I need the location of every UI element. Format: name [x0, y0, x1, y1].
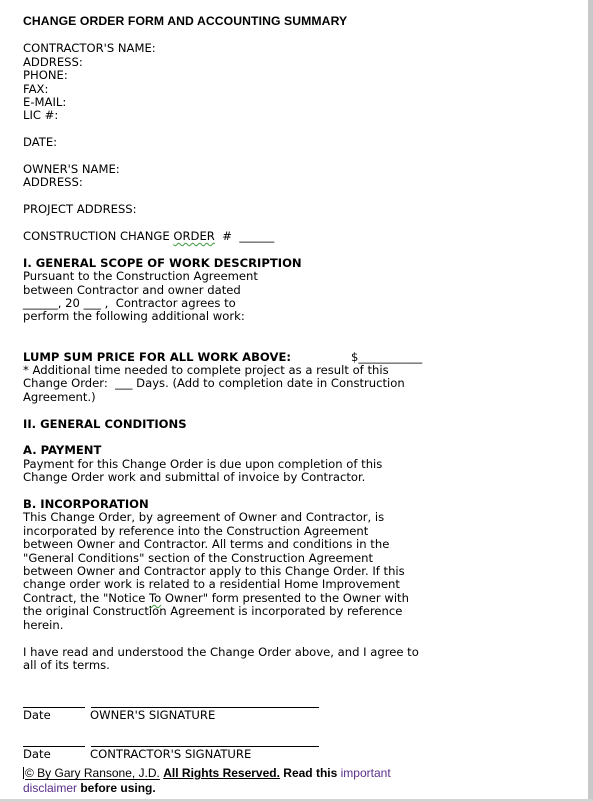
lump-sum-note-line: Change Order: ___ Days. (Add to completion date in Construction — [23, 376, 405, 391]
change-order-word: ORDER — [173, 229, 215, 244]
owner-signature-label: OWNER'S SIGNATURE — [90, 708, 216, 722]
section-2-heading: II. GENERAL CONDITIONS — [23, 416, 187, 431]
incorporation-line: "General Conditions" section of the Construction Agreement — [23, 550, 373, 565]
owner-date-label: Date — [23, 708, 51, 722]
section-1-heading: I. GENERAL SCOPE OF WORK DESCRIPTION — [23, 255, 302, 270]
contractor-signature-label: CONTRACTOR'S SIGNATURE — [90, 747, 252, 761]
project-address-label: PROJECT ADDRESS: — [23, 202, 137, 217]
change-order-prefix: CONSTRUCTION CHANGE — [23, 229, 174, 244]
contractor-email-label: E-MAIL: — [23, 95, 67, 110]
owner-name-label: OWNER'S NAME: — [23, 162, 120, 177]
acknowledgement-line: all of its terms. — [23, 657, 110, 672]
acknowledgement-line: I have read and understood the Change Order above, and I agree to — [23, 644, 419, 659]
scope-line: ______, 20 ___ , Contractor agrees to — [23, 296, 236, 311]
incorporation-line: herein. — [23, 617, 64, 632]
contractor-fax-label: FAX: — [23, 81, 49, 96]
incorporation-line: This Change Order, by agreement of Owner and Contractor, is — [23, 510, 385, 525]
contractor-date-label: Date — [23, 747, 51, 761]
contractor-name-label: CONTRACTOR'S NAME: — [23, 41, 156, 56]
scope-line: between Contractor and owner dated — [23, 282, 241, 297]
lump-sum-note-line: Agreement.) — [23, 389, 96, 404]
important-link[interactable]: important — [340, 766, 391, 780]
change-order-number-blank: # ______ — [214, 229, 275, 244]
document-title: CHANGE ORDER FORM AND ACCOUNTING SUMMARY — [23, 14, 348, 28]
contractor-lic-label: LIC #: — [23, 108, 59, 123]
incorporation-line: between Owner and Contractor. All terms and conditions in the — [23, 537, 390, 552]
contractor-signature-block — [23, 746, 323, 766]
notice-to-word: To — [149, 590, 162, 605]
copyright-text: © By Gary Ransone, J.D. — [25, 766, 160, 780]
window-edge — [588, 0, 593, 802]
payment-heading: A. PAYMENT — [23, 443, 102, 458]
incorporation-line: change order work is related to a residential Home Improvement — [23, 577, 400, 592]
lump-sum-line — [23, 351, 463, 364]
incorporation-line: incorporated by reference into the Construction Agreement — [23, 523, 369, 538]
change-order-number-line — [23, 230, 463, 243]
document-body — [23, 15, 463, 672]
rights-text: All Rights Reserved. — [163, 766, 280, 780]
before-using-text: before using. — [77, 781, 156, 795]
date-label: DATE: — [23, 135, 58, 150]
payment-line: Change Order work and submittal of invoice by Contractor. — [23, 470, 366, 485]
scope-line: perform the following additional work: — [23, 309, 245, 324]
incorporation-line: between Owner and Contractor apply to this Change Order. If this — [23, 564, 405, 579]
incorporation-heading: B. INCORPORATION — [23, 497, 149, 512]
text-cursor — [23, 767, 24, 779]
payment-line: Payment for this Change Order is due upon completion of this — [23, 456, 383, 471]
owner-address-label: ADDRESS: — [23, 175, 83, 190]
lump-sum-label: LUMP SUM PRICE FOR ALL WORK ABOVE: — [23, 349, 291, 364]
scope-line: Pursuant to the Construction Agreement — [23, 269, 258, 284]
lump-sum-note-line: * Additional time needed to complete project as a result of this — [23, 363, 389, 378]
incorporation-notice-line: Contract, the "Notice To Owner" form presented to the Owner with — [23, 590, 409, 605]
disclaimer-link[interactable]: disclaimer — [23, 781, 78, 795]
incorporation-line: the original Construction Agreement is incorporated by reference — [23, 604, 403, 619]
read-this-text: Read this — [279, 766, 341, 780]
contractor-address-label: ADDRESS: — [23, 54, 83, 69]
contractor-phone-label: PHONE: — [23, 68, 68, 83]
lump-sum-amount-blank: $___________ — [351, 349, 423, 364]
copyright-footer — [23, 766, 463, 796]
owner-signature-block — [23, 707, 323, 735]
